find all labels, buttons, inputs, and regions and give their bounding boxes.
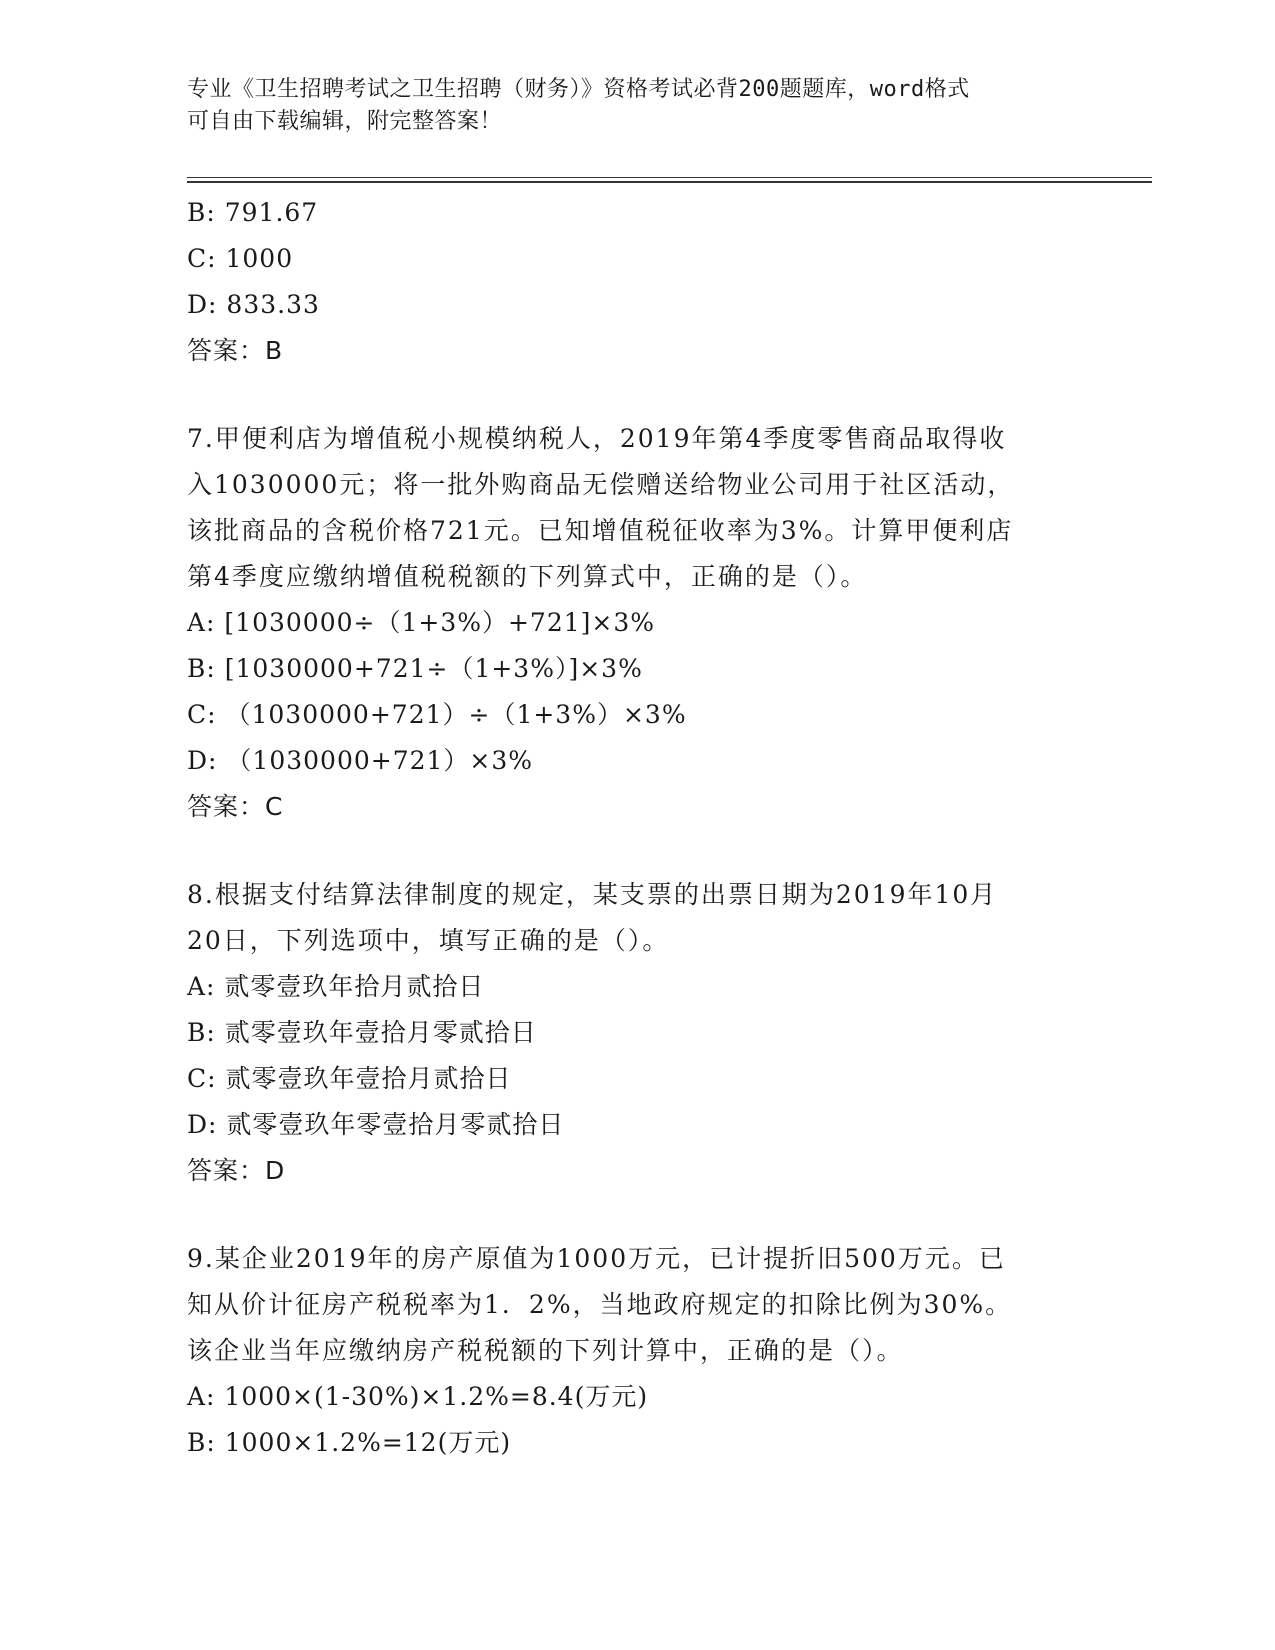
spacer bbox=[187, 1194, 1087, 1236]
question-9 bbox=[187, 1236, 1087, 1466]
option-c: C: 1000 bbox=[187, 244, 294, 273]
question-text-line: 第4季度应缴纳增值税税额的下列算式中，正确的是（）。 bbox=[187, 562, 868, 591]
header-title-line-2: 可自由下载编辑，附完整答案！ bbox=[187, 109, 503, 134]
question-7 bbox=[187, 416, 1087, 830]
option-a: A: 1000×(1-30%)×1.2%=8.4(万元) bbox=[187, 1382, 649, 1411]
option-c: C: 贰零壹玖年壹拾月贰拾日 bbox=[187, 1064, 512, 1093]
option-b: B: 贰零壹玖年壹拾月零贰拾日 bbox=[187, 1018, 537, 1047]
spacer bbox=[187, 374, 1087, 416]
question-6-tail bbox=[187, 190, 1087, 374]
question-text-line: 8.根据支付结算法律制度的规定，某支票的出票日期为2019年10月 bbox=[187, 880, 998, 909]
option-b: B: [1030000+721÷（1+3%）]×3% bbox=[187, 654, 643, 683]
question-text-line: 7.甲便利店为增值税小规模纳税人，2019年第4季度零售商品取得收 bbox=[187, 424, 1007, 453]
option-d: D: （1030000+721）×3% bbox=[187, 746, 534, 775]
answer-line: 答案：D bbox=[187, 1156, 286, 1185]
option-b: B: 1000×1.2%=12(万元) bbox=[187, 1428, 512, 1457]
answer-line: 答案：B bbox=[187, 336, 284, 365]
header-divider bbox=[187, 177, 1152, 183]
header-title-line-1: 专业《卫生招聘考试之卫生招聘（财务）》资格考试必背200题题库，word格式 bbox=[187, 77, 970, 102]
document-header bbox=[187, 74, 1067, 138]
answer-line: 答案：C bbox=[187, 792, 284, 821]
document-body bbox=[187, 190, 1087, 1466]
option-d: D: 贰零壹玖年零壹拾月零贰拾日 bbox=[187, 1110, 565, 1139]
option-a: A: [1030000÷（1+3%）+721]×3% bbox=[187, 608, 656, 637]
spacer bbox=[187, 830, 1087, 872]
option-b: B: 791.67 bbox=[187, 198, 319, 227]
question-text-line: 入1030000元；将一批外购商品无偿赠送给物业公司用于社区活动， bbox=[187, 470, 1015, 499]
option-d: D: 833.33 bbox=[187, 290, 320, 319]
question-text-line: 20日，下列选项中，填写正确的是（）。 bbox=[187, 926, 670, 955]
question-text-line: 该企业当年应缴纳房产税税额的下列计算中，正确的是（）。 bbox=[187, 1336, 904, 1365]
option-c: C: （1030000+721）÷（1+3%）×3% bbox=[187, 700, 687, 729]
question-text-line: 知从价计征房产税税率为1．2%，当地政府规定的扣除比例为30%。 bbox=[187, 1290, 1013, 1319]
question-8 bbox=[187, 872, 1087, 1194]
option-a: A: 贰零壹玖年拾月贰拾日 bbox=[187, 972, 485, 1001]
question-text-line: 该批商品的含税价格721元。已知增值税征收率为3%。计算甲便利店 bbox=[187, 516, 1014, 545]
question-text-line: 9.某企业2019年的房产原值为1000万元，已计提折旧500万元。已 bbox=[187, 1244, 1006, 1273]
